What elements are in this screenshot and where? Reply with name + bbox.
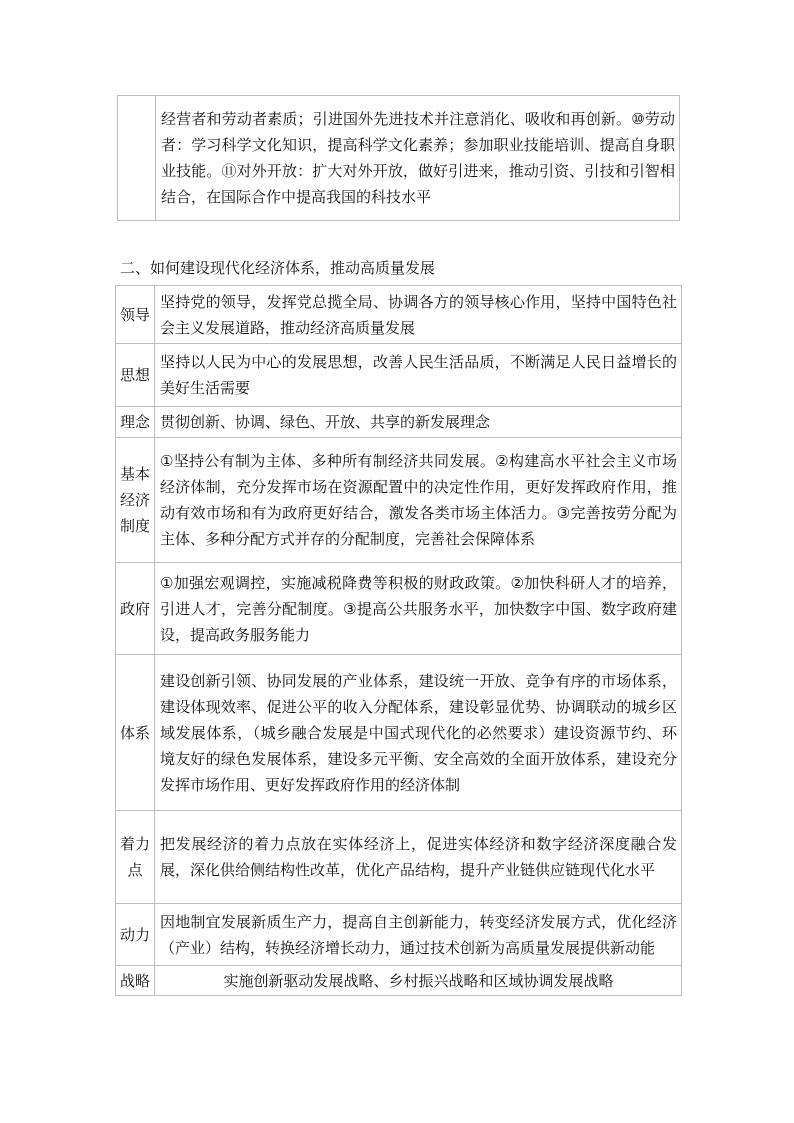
table-row xyxy=(116,407,682,438)
row-content: 经营者和劳动者素质；引进国外先进技术并注意消化、吸收和再创新。⑩劳动者：学习科学文化知识，提高科学文化素养；参加职业技能培训、提高自身职业技能。⑪对外开放：扩大对外开放，做好引进来，推动引资、引技和引智相结合，在国际合作中提高我国的科技水平 xyxy=(156,96,680,221)
row-content: 建设创新引领、协同发展的产业体系，建设统一开放、竞争有序的市场体系，建设体现效率、促进公平的收入分配体系，建设彰显优势、协调联动的城乡区域发展体系，（城乡融合发展是中国式现代化的必然要求）建设资源节约、环境友好的绿色发展体系，建设多元平衡、安全高效的全面开放体系，建设充分发挥市场作用、更好发挥政府作用的经济体制 xyxy=(155,655,682,811)
economic-system-table xyxy=(115,285,682,996)
row-label: 领导 xyxy=(116,286,155,344)
row-content: ①加强宏观调控，实施减税降费等积极的财政政策。②加快科研人才的培养，引进人才，完善分配制度。③提高公共服务水平，加快数字中国、数字政府建设，提高政务服务能力 xyxy=(155,563,682,655)
row-label: 体系 xyxy=(116,655,155,811)
row-content: 把发展经济的着力点放在实体经济上，促进实体经济和数字经济深度融合发展，深化供给侧结构性改革，优化产品结构，提升产业链供应链现代化水平 xyxy=(155,811,682,904)
row-content: 实施创新驱动发展战略、乡村振兴战略和区域协调发展战略 xyxy=(155,966,682,996)
row-label: 动力 xyxy=(116,904,155,966)
table-row xyxy=(116,563,682,655)
row-label: 着力点 xyxy=(116,811,155,904)
table-row xyxy=(116,966,682,996)
table-row xyxy=(116,438,682,563)
row-label: 思想 xyxy=(116,344,155,407)
table-row xyxy=(116,655,682,811)
row-content: ①坚持公有制为主体、多种所有制经济共同发展。②构建高水平社会主义市场经济体制，充分发挥市场在资源配置中的决定性作用，更好发挥政府作用，推动有效市场和有为政府更好结合，激发各类市场主体活力。③完善按劳分配为主体、多种分配方式并存的分配制度，完善社会保障体系 xyxy=(155,438,682,563)
row-content: 坚持党的领导，发挥党总揽全局、协调各方的领导核心作用，坚持中国特色社会主义发展道路，推动经济高质量发展 xyxy=(155,286,682,344)
section-title: 二、如何建设现代化经济体系，推动高质量发展 xyxy=(120,259,436,277)
empty-label-cell xyxy=(118,96,156,221)
row-content: 贯彻创新、协调、绿色、开放、共享的新发展理念 xyxy=(155,407,682,438)
row-content: 因地制宜发展新质生产力，提高自主创新能力，转变经济发展方式，优化经济（产业）结构，转换经济增长动力，通过技术创新为高质量发展提供新动能 xyxy=(155,904,682,966)
row-content: 坚持以人民为中心的发展思想，改善人民生活品质，不断满足人民日益增长的美好生活需要 xyxy=(155,344,682,407)
row-label: 战略 xyxy=(116,966,155,996)
table-row xyxy=(116,904,682,966)
table-row xyxy=(118,96,680,221)
table-row xyxy=(116,286,682,344)
continued-table xyxy=(117,95,680,221)
row-label: 理念 xyxy=(116,407,155,438)
row-label: 政府 xyxy=(116,563,155,655)
table-row xyxy=(116,811,682,904)
table-row xyxy=(116,344,682,407)
row-label: 基本经济制度 xyxy=(116,438,155,563)
